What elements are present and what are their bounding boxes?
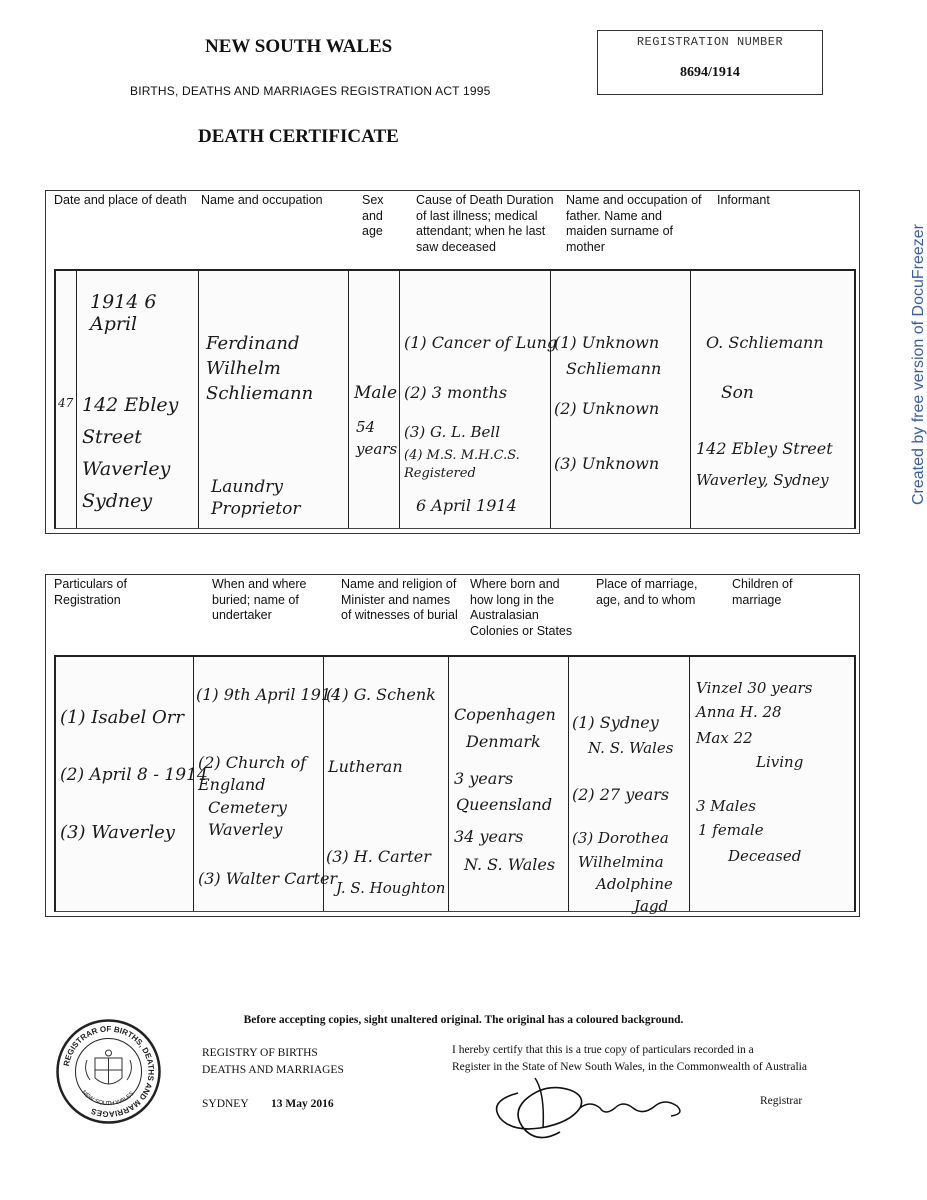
children-living: Living — [756, 753, 804, 771]
child-2: Anna H. 28 — [696, 703, 782, 721]
registration-label: REGISTRATION NUMBER — [636, 35, 784, 49]
witness-1: (3) H. Carter — [326, 847, 431, 866]
registrar-label: Registrar — [760, 1095, 803, 1107]
informant-relation: Son — [721, 383, 754, 403]
issue-city: SYDNEY — [202, 1098, 249, 1110]
col-header-date-place: Date and place of death — [54, 193, 187, 207]
svg-text:NEW SOUTH WALES: NEW SOUTH WALES — [80, 1089, 136, 1108]
registrar-seal — [55, 1018, 162, 1125]
marriage-state: N. S. Wales — [588, 739, 674, 757]
date-last-seen: 6 April 1914 — [416, 496, 517, 515]
svg-text:REGISTRAR OF BIRTHS, DEATHS AN: REGISTRAR OF BIRTHS, DEATHS AND MARRIAGES — [61, 1024, 156, 1119]
col-header-marriage: Place of marriage, age, and to whom — [596, 577, 698, 607]
registration-box — [597, 30, 823, 95]
registrar-name: (1) Isabel Orr — [60, 707, 184, 728]
col-header-burial: When and where buried; name of undertaker — [212, 577, 307, 622]
registrar-signature — [490, 1073, 720, 1148]
col-header-registration: Particulars of Registration — [54, 577, 127, 607]
birthplace: Copenhagen — [454, 705, 556, 724]
registration-date: (2) April 8 - 1914 — [60, 765, 208, 785]
act-title: BIRTHS, DEATHS AND MARRIAGES REGISTRATION ACT 1995 — [130, 84, 491, 98]
children-deceased: Deceased — [728, 847, 802, 865]
marriage-place: (1) Sydney — [572, 713, 659, 732]
deceased-occupation: Laundry Proprietor — [211, 477, 301, 519]
watermark — [906, 155, 927, 505]
spouse-middle-name-1: Wilhelmina — [578, 853, 664, 871]
father-occupation: (2) Unknown — [554, 399, 660, 418]
certification-text — [452, 1042, 807, 1076]
date-of-death: 1914 6 April — [90, 291, 157, 335]
place-of-death: 142 Ebley Street Waverley Sydney — [82, 394, 179, 512]
children-males: 3 Males — [696, 797, 756, 815]
registration-number: 8694/1914 — [680, 65, 740, 80]
spouse-surname: Jagd — [634, 897, 669, 915]
registry-line-1: REGISTRY OF BIRTHS — [202, 1047, 318, 1059]
burial-cemetery: Cemetery Waverley — [208, 798, 287, 839]
father-name: (1) Unknown — [554, 333, 660, 352]
burial-details-table — [45, 574, 860, 917]
mother-name: (3) Unknown — [554, 454, 660, 473]
col-header-minister: Name and religion of Minister and names of witnesses of burial — [341, 577, 458, 622]
handwritten-entry-2 — [54, 655, 856, 915]
witness-2: J. S. Houghton — [336, 879, 446, 897]
margin-number: 47 — [58, 396, 74, 410]
spouse-middle-name-2: Adolphine — [596, 875, 673, 893]
spouse-first-name: (3) Dorothea — [572, 829, 669, 847]
colony-nsw: N. S. Wales — [464, 855, 556, 874]
informant-address-1: 142 Ebley Street — [696, 439, 833, 458]
burial-church: (2) Church of England — [198, 753, 307, 794]
informant-address-2: Waverley, Sydney — [696, 471, 829, 489]
issue-date: 13 May 2016 — [271, 1098, 334, 1110]
age: 54 years — [356, 418, 398, 458]
state-name: NEW SOUTH WALES — [205, 36, 393, 57]
years-nsw: 34 years — [454, 827, 524, 846]
registry-name — [202, 1045, 344, 1079]
registry-line-2: DEATHS AND MARRIAGES — [202, 1064, 344, 1076]
minister-name: (1) G. Schenk — [326, 685, 436, 704]
illness-duration: (2) 3 months — [404, 383, 508, 402]
medical-attendant: (3) G. L. Bell — [404, 423, 500, 441]
undertaker: (3) Walter Carter — [198, 869, 338, 888]
informant-name: O. Schliemann — [706, 333, 824, 352]
birth-country: Denmark — [466, 732, 541, 751]
watermark-text: Created by free version of DocuFreezer — [910, 223, 927, 505]
col-header-children: Children of marriage — [732, 577, 793, 607]
certificate-title: DEATH CERTIFICATE — [198, 126, 399, 147]
sex: Male — [354, 383, 398, 403]
father-surname: Schliemann — [566, 359, 662, 378]
minister-religion: Lutheran — [328, 757, 403, 776]
certification-line-1: I hereby certify that this is a true copy of particulars recorded in a — [452, 1044, 754, 1056]
colony-queensland: Queensland — [456, 795, 553, 814]
marriage-age: (2) 27 years — [572, 785, 670, 804]
original-warning-note: Before accepting copies, sight unaltered original. The original has a coloured background. — [243, 1014, 684, 1026]
deceased-name: Ferdinand Wilhelm Schliemann — [206, 333, 314, 404]
burial-date: (1) 9th April 1914 — [196, 685, 342, 704]
col-header-name-occupation: Name and occupation — [201, 193, 323, 207]
col-header-born: Where born and how long in the Australasian Colonies or States — [470, 577, 573, 638]
child-1: Vinzel 30 years — [696, 679, 813, 697]
col-header-sex-age: Sex and age — [362, 193, 384, 238]
col-header-informant: Informant — [717, 193, 770, 207]
death-details-table — [45, 190, 860, 534]
col-header-parents: Name and occupation of father. Name and maiden surname of mother — [566, 193, 702, 254]
registration-place: (3) Waverley — [60, 822, 175, 843]
attendant-qualifications: (4) M.S. M.H.C.S. Registered — [404, 448, 520, 481]
handwritten-entry-1 — [54, 269, 856, 529]
cause-of-death: (1) Cancer of Lung — [404, 333, 558, 352]
children-females: 1 female — [698, 821, 764, 839]
certification-line-2: Register in the State of New South Wales, in the Commonwealth of Australia — [452, 1061, 807, 1073]
col-header-cause: Cause of Death Duration of last illness; medical attendant; when he last saw deceased — [416, 193, 554, 254]
child-3: Max 22 — [696, 729, 753, 747]
years-queensland: 3 years — [454, 769, 514, 788]
